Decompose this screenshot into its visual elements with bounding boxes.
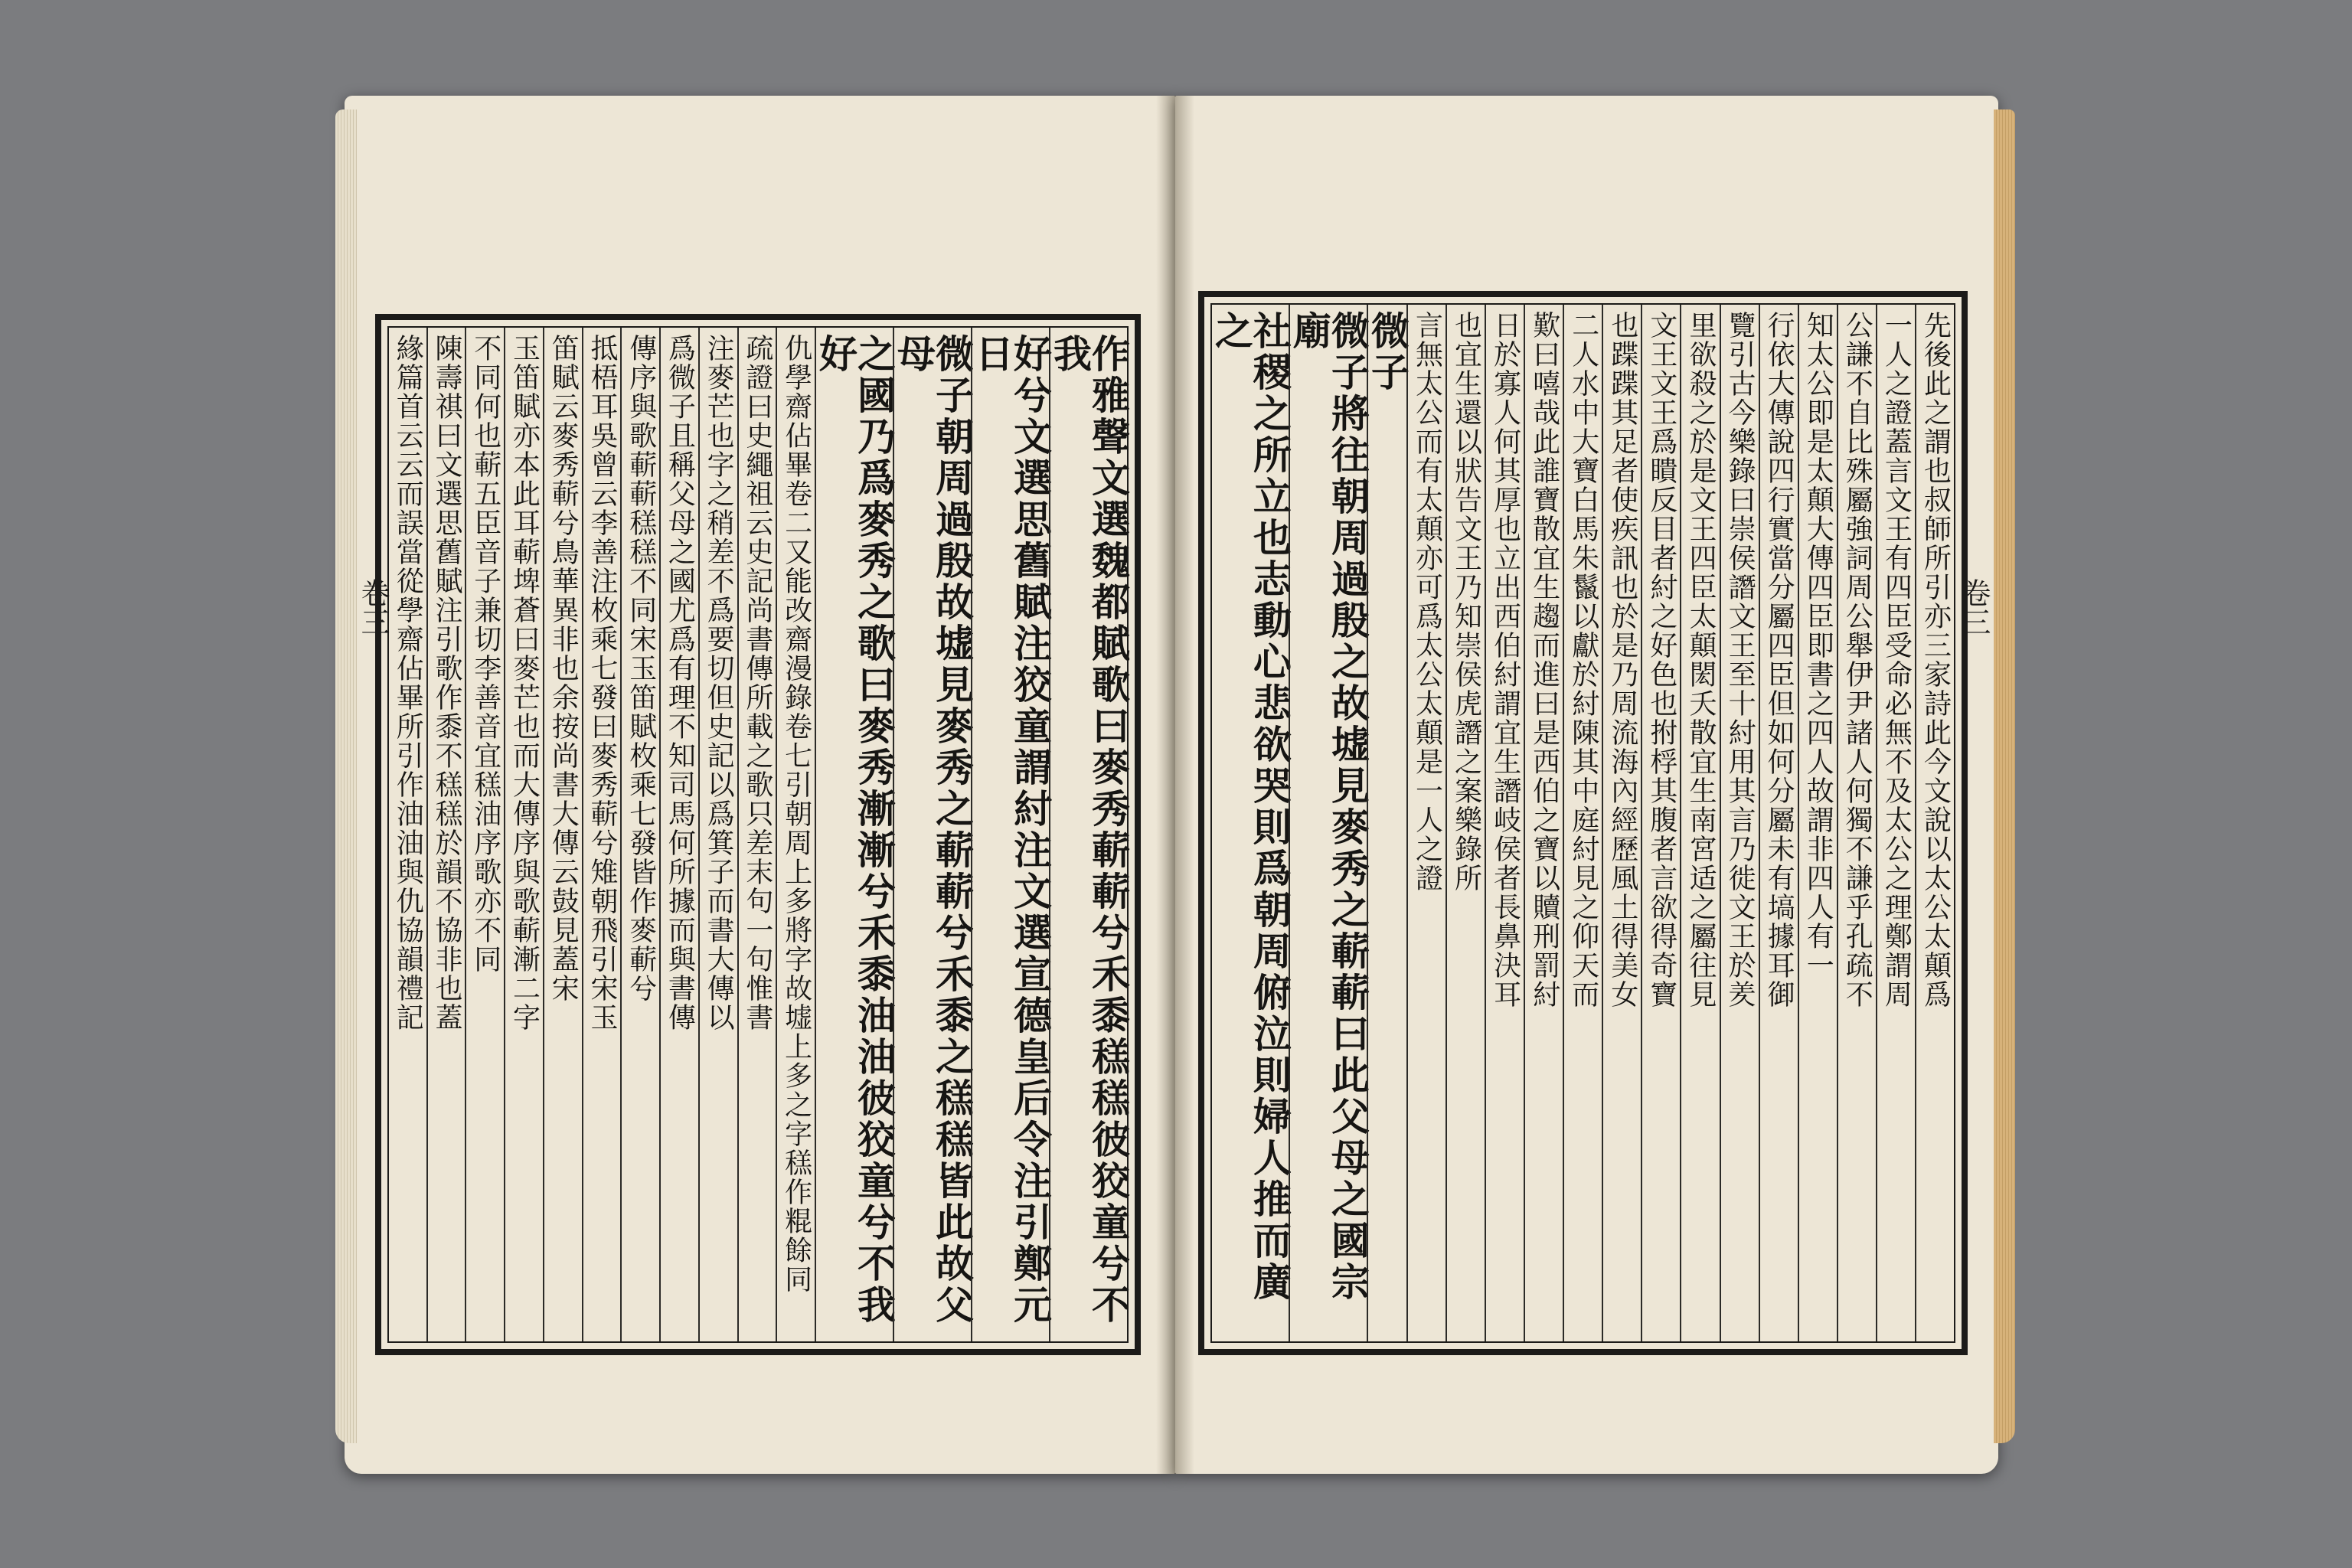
column-text: 行依大傳說四行實當分屬四臣但如何分屬未有塙據耳御 — [1763, 311, 1795, 1009]
column-text: 社稷之所立也志動心悲欲哭則爲朝周俯泣則婦人推而廣之 — [1208, 311, 1292, 1303]
right-page-column — [1286, 305, 1370, 1341]
column-text: 微子將往朝周過殷之故墟見麥秀之蔪蔪曰此父母之國宗廟 — [1286, 311, 1370, 1303]
left-page-edge — [335, 109, 357, 1443]
column-text: 注麥芒也字之稍差不爲要切但史記以爲箕子而書大傳以 — [703, 334, 735, 1032]
right-page-column — [1876, 305, 1915, 1341]
right-page-column — [1208, 305, 1292, 1341]
right-page-column — [1602, 305, 1641, 1341]
right-margin-label: 卷三 — [1957, 578, 1991, 636]
left-page-column — [776, 328, 815, 1341]
column-text: 也宜生還以狀告文王乃知崇侯虎譖之案樂錄所 — [1450, 311, 1482, 893]
right-page-column — [1680, 305, 1719, 1341]
column-text: 陳壽祺曰文選思舊賦注引歌作黍不䅵䅵於韻不協非也蓋 — [431, 334, 463, 1032]
left-page-column — [698, 328, 737, 1341]
left-page-column — [969, 328, 1053, 1341]
left-page-column — [465, 328, 504, 1341]
column-text: 一人之證蓋言文王有四臣受命必無不及太公之理鄭謂周 — [1880, 311, 1913, 1009]
column-text: 抵梧耳吳曾云李善注枚乘七發曰麥秀蔪兮雉朝飛引宋玉 — [586, 334, 618, 1032]
right-page-column — [1720, 305, 1759, 1341]
left-columns — [389, 328, 1131, 1341]
column-text: 知太公即是太顛大傳四臣即書之四人故謂非四人有一 — [1802, 311, 1834, 980]
left-page-column — [659, 328, 698, 1341]
right-page-column — [1915, 305, 1954, 1341]
left-page-column — [543, 328, 582, 1341]
column-text: 玉笛賦亦本此耳蔪埤蒼曰麥芒也而大傳序與歌蔪漸二字 — [508, 334, 541, 1032]
left-page-column — [620, 328, 659, 1341]
right-page-column — [1759, 305, 1798, 1341]
column-text: 之國乃爲麥秀之歌曰麥秀漸漸兮禾黍油油彼狡童兮不我好 — [813, 334, 897, 1326]
right-page-column — [1641, 305, 1680, 1341]
left-margin-label: 卷三 — [356, 578, 390, 636]
right-columns — [1208, 305, 1954, 1341]
column-text: 笛賦云麥秀蔪兮鳥華異非也余按尚書大傳云鼓見蓋宋 — [547, 334, 580, 1003]
column-text: 里欲殺之於是文王四臣太顛閎夭散宜生南宮适之屬往見 — [1684, 311, 1717, 1009]
column-text: 微子朝周過殷故墟見麥秀之蔪蔪兮禾黍之䅵䅵皆此故父母 — [891, 334, 975, 1326]
left-text-frame — [375, 314, 1141, 1355]
column-text: 好兮文選思舊賦注狡童謂紂注文選宣德皇后令注引鄭元日 — [969, 334, 1053, 1326]
column-text: 歎曰嘻哉此誰寶散宜生趨而進曰是西伯之寶以贖刑罰紂 — [1528, 311, 1560, 1009]
column-text: 爲微子且稱父母之國尤爲有理不知司馬何所據而與書傳 — [664, 334, 696, 1032]
right-page-column — [1798, 305, 1837, 1341]
left-page — [345, 96, 1175, 1474]
left-page-column — [813, 328, 897, 1341]
column-text: 也蹀蹀其足者使疾訊也於是乃周流海內經歷風土得美女 — [1606, 311, 1638, 1009]
column-text: 覽引古今樂錄曰崇侯譖文王至十紂用其言乃徙文王於羑 — [1724, 311, 1756, 1009]
right-text-frame — [1198, 291, 1968, 1355]
left-page-column — [891, 328, 975, 1341]
column-text: 疏證曰史繩祖云史記尚書傳所載之歌只差末句一句惟書 — [741, 334, 773, 1032]
left-page-column — [582, 328, 621, 1341]
right-page-edge — [1994, 109, 2015, 1443]
left-page-column — [737, 328, 776, 1341]
right-page-column — [1485, 305, 1524, 1341]
column-text: 公謙不自比殊屬強詞周公舉伊尹諸人何獨不謙乎孔疏不 — [1841, 311, 1873, 1009]
column-text: 文王文王爲瞶反目者紂之好色也拊桴其腹者言欲得奇寶 — [1645, 311, 1677, 1009]
column-text: 傳序與歌蔪蔪䅵䅵不同宋玉笛賦枚乘七發皆作麥蔪兮 — [625, 334, 657, 1003]
column-text: 不同何也蔪五臣音子兼切李善音宜䅵油序歌亦不同 — [469, 334, 501, 974]
column-text: 先後此之謂也叔師所引亦三家詩此今文說以太公太顛爲 — [1919, 311, 1952, 1009]
column-text: 仇學齋佔畢卷二又能改齋漫錄卷七引朝周上多將字故墟上多之字䅵作䊐餘同 — [780, 334, 812, 1294]
left-page-column — [1047, 328, 1131, 1341]
left-page-column — [426, 328, 466, 1341]
open-book — [345, 96, 1998, 1474]
right-page-column — [1446, 305, 1485, 1341]
column-text: 作雅聲文選魏都賦歌曰麥秀蔪蔪兮禾黍䅵䅵彼狡童兮不我 — [1047, 334, 1131, 1326]
right-page-column — [1837, 305, 1876, 1341]
right-page — [1175, 96, 1998, 1474]
right-page-column — [1364, 305, 1410, 1341]
right-page-column — [1563, 305, 1602, 1341]
column-text: 言無太公而有太顛亦可爲太公太顛是一人之證 — [1411, 311, 1443, 893]
column-text: 緣篇首云云而誤當從學齋佔畢所引作油油與仇協韻禮記 — [392, 334, 424, 1032]
right-page-column — [1524, 305, 1563, 1341]
column-text: 日於寡人何其厚也立出西伯紂謂宜生譖岐侯者長鼻決耳 — [1489, 311, 1521, 1009]
column-text: 微子 — [1364, 311, 1410, 394]
left-page-column — [389, 328, 426, 1341]
left-page-column — [504, 328, 543, 1341]
column-text: 二人水中大寶白馬朱鬣以獻於紂陳其中庭紂見之仰天而 — [1567, 311, 1599, 1009]
right-page-column — [1406, 305, 1446, 1341]
